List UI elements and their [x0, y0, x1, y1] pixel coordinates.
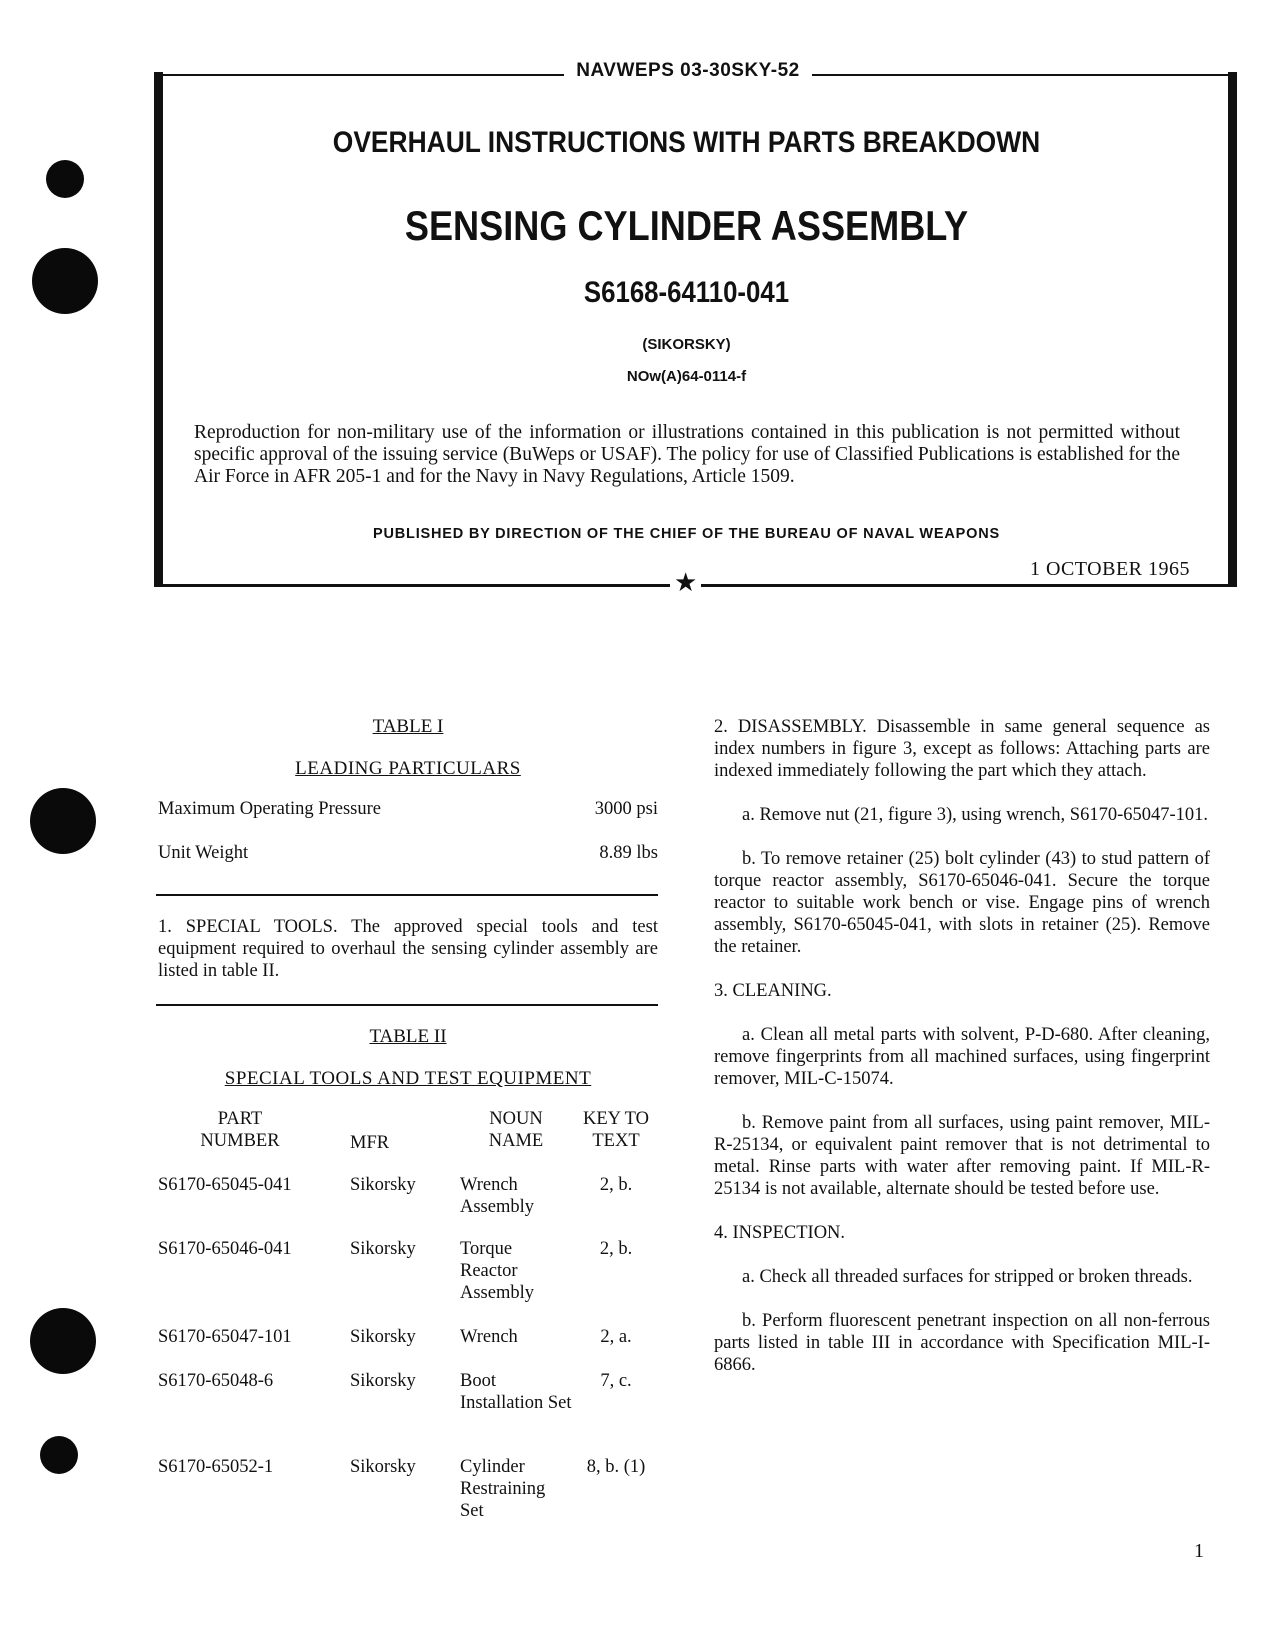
table1-title: LEADING PARTICULARS	[295, 758, 521, 779]
document-subject: SENSING CYLINDER ASSEMBLY	[404, 202, 969, 249]
reproduction-notice: Reproduction for non-military use of the information or illustrations contained in this publication is not permitted without specific approval of the issuing service (BuWeps or USAF). The policy for use of Classified Publications is established for the Air Force in AFR 205-1 and for the Navy in Navy Regulations, Article 1509.	[194, 422, 1180, 487]
special-tools-paragraph: 1. SPECIAL TOOLS. The approved special tools and test equipment required to overhaul the sensing cylinder assembly are listed in table II.	[158, 917, 658, 981]
binder-hole	[32, 248, 98, 314]
inspection-step-a: a. Check all threaded surfaces for stripped or broken threads.	[742, 1267, 1193, 1287]
table-row	[158, 1326, 660, 1370]
table2-label: TABLE II	[369, 1026, 447, 1047]
table-row	[158, 1456, 660, 1522]
cell-noun-name: Torque Reactor Assembly	[460, 1239, 534, 1303]
cell-mfr: Sikorsky	[350, 1457, 416, 1477]
particular-name: Unit Weight	[158, 843, 249, 863]
cell-part-number: S6170-65047-101	[158, 1327, 292, 1347]
special-tools-table	[158, 1108, 660, 1522]
cell-part-number: S6170-65052-1	[158, 1457, 274, 1477]
cell-key-to-text: 2, a.	[600, 1327, 632, 1347]
table-row	[158, 842, 658, 886]
manufacturer: (SIKORSKY)	[642, 336, 731, 353]
divider	[156, 1004, 658, 1006]
binder-hole	[30, 1308, 96, 1374]
disassembly-step-b: b. To remove retainer (25) bolt cylinder (43) to stud pattern of torque reactor assembly, S6170-65046-041. Secure the torque reactor to suitable work bench or vise. Engage pins of wrench assembly, S6170-65045-041, with slots in retainer (25). Remove the retainer.	[714, 849, 1210, 957]
particular-value: 3000 psi	[594, 799, 658, 819]
cleaning-heading: 3. CLEANING.	[714, 981, 832, 1001]
binder-hole	[40, 1436, 78, 1474]
cell-mfr: Sikorsky	[350, 1239, 416, 1259]
contract-number: NOw(A)64-0114-f	[626, 368, 747, 385]
table-row	[158, 1370, 660, 1456]
disassembly-paragraph: 2. DISASSEMBLY. Disassemble in same general sequence as index numbers in figure 3, except as follows: Attaching parts are indexed immediately following the part which they attach.	[714, 717, 1210, 781]
part-number: S6168-64110-041	[583, 276, 790, 309]
cell-part-number: S6170-65045-041	[158, 1175, 292, 1195]
particular-value: 8.89 lbs	[599, 843, 658, 863]
particular-name: Maximum Operating Pressure	[158, 799, 381, 819]
divider	[156, 894, 658, 896]
right-column	[714, 716, 1210, 1376]
table-row	[158, 798, 658, 842]
cell-noun-name: Cylinder Restraining Set	[460, 1457, 546, 1521]
title-block-top-rule	[154, 74, 564, 76]
header-part-number: PART NUMBER	[200, 1109, 280, 1151]
cell-part-number: S6170-65046-041	[158, 1239, 292, 1259]
binder-hole	[30, 788, 96, 854]
cell-noun-name: Wrench Assembly	[460, 1175, 534, 1217]
header-mfr: MFR	[350, 1133, 390, 1153]
cell-part-number: S6170-65048-6	[158, 1371, 274, 1391]
cell-mfr: Sikorsky	[350, 1175, 416, 1195]
table2-title: SPECIAL TOOLS AND TEST EQUIPMENT	[224, 1068, 592, 1089]
left-column	[158, 716, 658, 1522]
page-number: 1	[1194, 1540, 1204, 1562]
table-row	[158, 1174, 660, 1238]
cell-mfr: Sikorsky	[350, 1327, 416, 1347]
table-row	[158, 1238, 660, 1326]
leading-particulars-table	[158, 798, 658, 886]
cleaning-step-b: b. Remove paint from all surfaces, using paint remover, MIL-R-25134, or equivalent paint remover that is not detrimental to metal. Rinse parts with water after removing paint. If MIL-R-25134 is not available, alternate should be tested before use.	[714, 1113, 1210, 1199]
cell-key-to-text: 2, b.	[599, 1175, 633, 1195]
header-key-to-text: KEY TO TEXT	[583, 1109, 649, 1151]
table-header-row	[158, 1108, 660, 1174]
disassembly-step-a: a. Remove nut (21, figure 3), using wrench, S6170-65047-101.	[742, 805, 1209, 825]
title-block-top-rule	[812, 74, 1228, 76]
inspection-step-b: b. Perform fluorescent penetrant inspection on all non-ferrous parts listed in table III in accordance with Specification MIL-I-6866.	[714, 1311, 1210, 1375]
published-by: PUBLISHED BY DIRECTION OF THE CHIEF OF THE BUREAU OF NAVAL WEAPONS	[373, 526, 1000, 542]
cell-key-to-text: 2, b.	[599, 1239, 633, 1259]
table1-label: TABLE I	[372, 716, 444, 737]
star-icon: ★	[670, 570, 701, 596]
cell-mfr: Sikorsky	[350, 1371, 416, 1391]
binder-hole	[46, 160, 84, 198]
cleaning-step-a: a. Clean all metal parts with solvent, P-D-680. After cleaning, remove fingerprints from all machined surfaces, using fingerprint remover, MIL-C-15074.	[714, 1025, 1210, 1089]
cell-key-to-text: 7, c.	[600, 1371, 632, 1391]
cell-noun-name: Wrench	[460, 1327, 518, 1347]
document-title: OVERHAUL INSTRUCTIONS WITH PARTS BREAKDOWN	[332, 126, 1041, 159]
cell-key-to-text: 8, b. (1)	[586, 1457, 646, 1477]
document-number: NAVWEPS 03-30SKY-52	[576, 60, 800, 81]
inspection-heading: 4. INSPECTION.	[714, 1223, 846, 1243]
publication-date: 1 OCTOBER 1965	[1030, 558, 1190, 580]
header-noun-name: NOUN NAME	[488, 1109, 544, 1151]
cell-noun-name: Boot Installation Set	[460, 1371, 572, 1413]
